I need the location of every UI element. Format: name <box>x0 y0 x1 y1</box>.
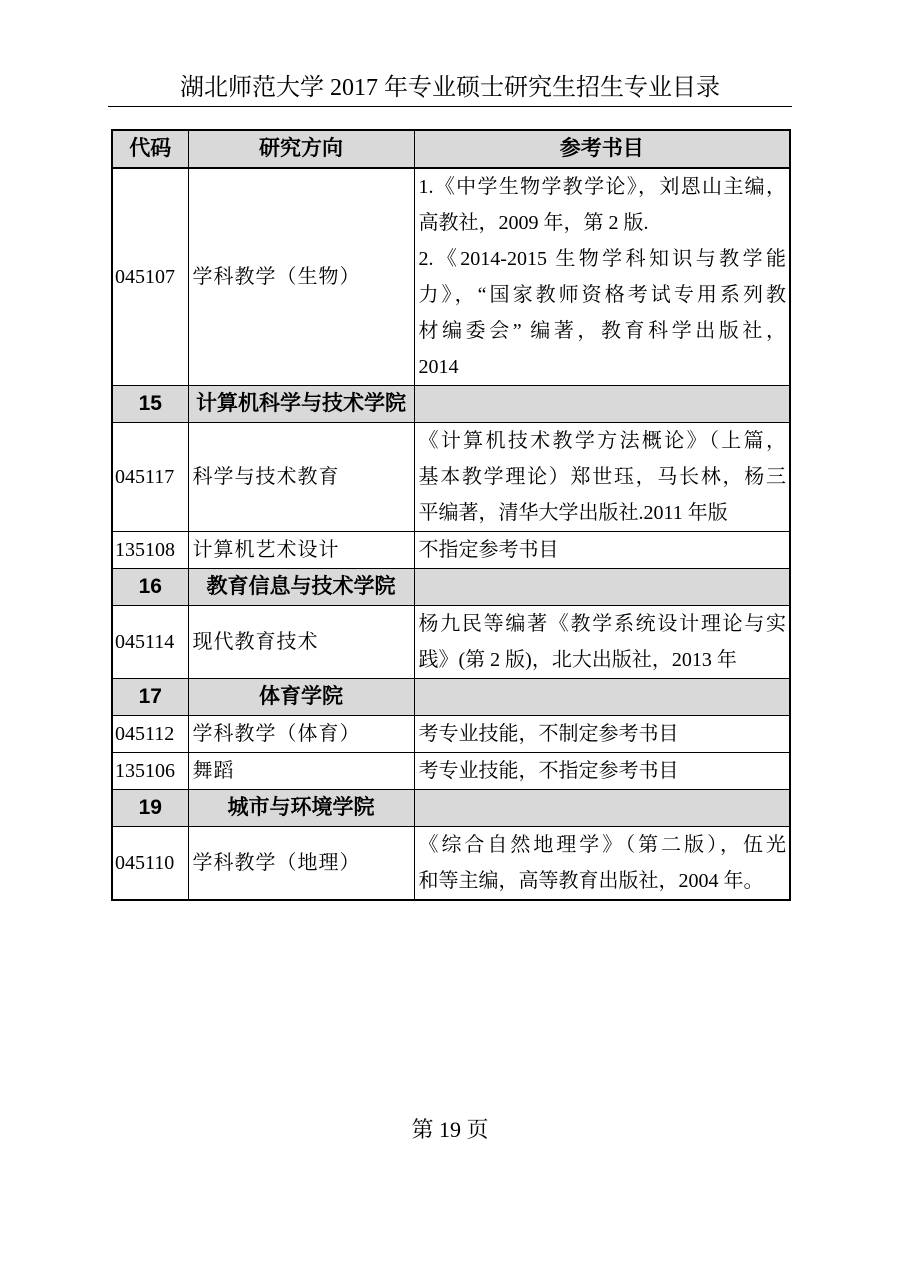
reference-book-entry <box>419 241 787 385</box>
table-head <box>112 130 790 168</box>
reference-books-cell <box>414 168 790 386</box>
reference-book-line: 材编委会” 编著，教育科学出版社， <box>418 320 786 342</box>
reference-book-line: 平编著，清华大学出版社.2011 年版 <box>418 502 728 524</box>
program-row <box>112 168 790 386</box>
empty-cell <box>414 790 790 827</box>
reference-books-cell <box>414 606 790 679</box>
reference-book-entry <box>419 606 787 678</box>
school-name: 体育学院 <box>188 679 414 716</box>
header-rule <box>108 106 792 107</box>
school-number: 15 <box>112 386 188 423</box>
reference-book-line: 1.《中学生物学教学论》，刘恩山主编， <box>418 176 786 198</box>
research-direction: 学科教学（生物） <box>188 168 414 386</box>
program-code: 045114 <box>112 606 188 679</box>
school-name: 教育信息与技术学院 <box>188 569 414 606</box>
school-row <box>112 569 790 606</box>
school-number: 16 <box>112 569 188 606</box>
program-code: 045110 <box>112 827 188 901</box>
document-title: 湖北师范大学 2017 年专业硕士研究生招生专业目录 <box>180 75 720 101</box>
school-row <box>112 386 790 423</box>
program-row <box>112 716 790 753</box>
reference-book-line: 力》，“国家教师资格考试专用系列教 <box>418 284 786 306</box>
school-row <box>112 679 790 716</box>
empty-cell <box>414 679 790 716</box>
empty-cell <box>414 569 790 606</box>
reference-book-line: 考专业技能，不指定参考书目 <box>418 760 679 782</box>
school-name: 计算机科学与技术学院 <box>188 386 414 423</box>
program-code: 135106 <box>112 753 188 790</box>
reference-book-line: 考专业技能，不制定参考书目 <box>418 723 679 745</box>
reference-books-cell <box>414 827 790 901</box>
program-code: 045107 <box>112 168 188 386</box>
reference-book-line: 践》(第 2 版)，北大出版社，2013 年 <box>418 649 737 671</box>
reference-book-line: 2.《2014-2015 生物学科知识与教学能 <box>418 248 786 270</box>
column-header-direction: 研究方向 <box>188 130 414 168</box>
reference-book-line: 《计算机技术教学方法概论》（上篇， <box>418 430 786 452</box>
research-direction: 计算机艺术设计 <box>188 532 414 569</box>
reference-books-cell <box>414 423 790 532</box>
empty-cell <box>414 386 790 423</box>
program-row <box>112 753 790 790</box>
program-catalog-table <box>111 129 791 901</box>
school-number: 19 <box>112 790 188 827</box>
program-code: 135108 <box>112 532 188 569</box>
reference-book-line: 高教社，2009 年，第 2 版. <box>418 212 649 234</box>
program-row <box>112 606 790 679</box>
program-code: 045112 <box>112 716 188 753</box>
program-row <box>112 532 790 569</box>
research-direction: 学科教学（体育） <box>188 716 414 753</box>
school-name: 城市与环境学院 <box>188 790 414 827</box>
school-number: 17 <box>112 679 188 716</box>
reference-book-line: 杨九民等编著《教学系统设计理论与实 <box>418 613 786 635</box>
page-number: 第 19 页 <box>411 1117 489 1142</box>
reference-book-entry <box>419 716 787 752</box>
reference-book-line: 2014 <box>418 356 459 378</box>
program-row <box>112 827 790 901</box>
reference-book-line: 《综合自然地理学》（第二版），伍光 <box>418 834 786 856</box>
research-direction: 现代教育技术 <box>188 606 414 679</box>
reference-book-line: 基本教学理论）郑世珏，马长林，杨三 <box>418 466 786 488</box>
reference-book-entry <box>419 827 787 899</box>
table-header-row <box>112 130 790 168</box>
reference-book-entry <box>419 532 787 568</box>
program-row <box>112 423 790 532</box>
table-body <box>112 168 790 900</box>
reference-book-entry <box>419 169 787 241</box>
reference-books-cell <box>414 532 790 569</box>
school-row <box>112 790 790 827</box>
program-code: 045117 <box>112 423 188 532</box>
reference-book-line: 不指定参考书目 <box>418 539 559 561</box>
research-direction: 科学与技术教育 <box>188 423 414 532</box>
column-header-code: 代码 <box>112 130 188 168</box>
reference-book-entry <box>419 753 787 789</box>
column-header-books: 参考书目 <box>414 130 790 168</box>
reference-book-entry <box>419 423 787 531</box>
research-direction: 舞蹈 <box>188 753 414 790</box>
reference-book-line: 和等主编，高等教育出版社，2004 年。 <box>418 870 764 892</box>
research-direction: 学科教学（地理） <box>188 827 414 901</box>
reference-books-cell <box>414 716 790 753</box>
reference-books-cell <box>414 753 790 790</box>
